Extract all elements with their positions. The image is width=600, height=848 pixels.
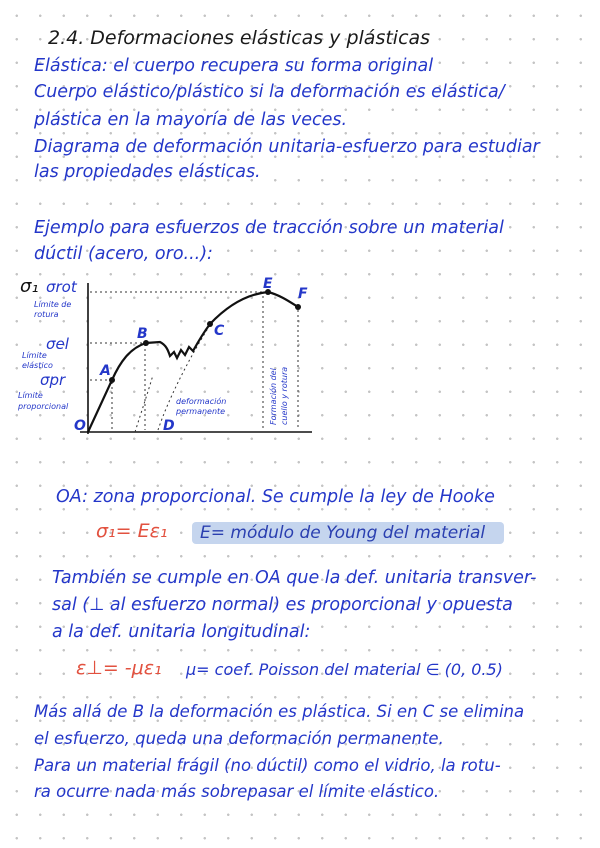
sigma-rot-label: σrot [46,278,77,296]
stress-strain-diagram [0,268,600,448]
formacion-cuello-1: Formación del [269,368,278,425]
point-b-label: B [137,326,148,342]
conclusion-line-4: ra ocurre nada más sobrepasar el límite elástico. [34,782,440,801]
limite-rotura-2: rotura [34,310,59,319]
formacion-cuello-2: cuello y rotura [280,366,289,425]
sigma-axis-label: σ₁ [20,276,39,297]
intro-line-5: las propiedades elásticas. [34,162,261,182]
tambien-line-2: sal (⊥ al esfuerzo normal) es proporcional y opuesta [52,595,513,615]
intro-line-2: Cuerpo elástico/plástico si la deformación es elástica/ [34,82,505,102]
limite-elastico-1: Límite [22,351,47,360]
tambien-line-3: a la def. unitaria longitudinal: [52,622,311,642]
point-f-label: F [298,286,308,302]
oa-line: OA: zona proporcional. Se cumple la ley de Hooke [56,487,495,507]
limite-rotura-1: Límite de [34,300,72,309]
point-d-label: D [163,418,175,434]
origin-label: O [74,418,86,434]
young-note: E= módulo de Young del material [200,523,486,543]
limite-proporcional-1: Límite [18,391,43,400]
conclusion-line-1: Más allá de B la deformación es plástica. Si en C se elimina [34,702,525,721]
limite-elastico-2: elástico [22,361,53,370]
limite-proporcional-2: proporcional [18,402,69,411]
poisson-note: μ= coef. Poisson del material ∈ (0, 0.5) [186,660,503,679]
sigma-pr-label: σpr [40,371,66,389]
conclusion-line-3: Para un material frágil (no dúctil) como el vidrio, la rotu- [34,756,501,775]
point-a-label: A [100,363,111,379]
deformacion-permanente-1: deformación [176,397,227,406]
intro-line-1: Elástica: el cuerpo recupera su forma original [34,56,434,76]
tambien-line-1: También se cumple en OA que la def. unitaria transver- [52,568,537,588]
example-line-2: dúctil (acero, oro...): [34,244,213,264]
point-e-label: E [263,276,273,292]
intro-line-4: Diagrama de deformación unitaria-esfuerzo para estudiar [34,137,540,157]
example-line-1: Ejemplo para esfuerzos de tracción sobre un material [34,218,504,238]
point-c-dot [207,321,213,327]
point-f-dot [295,304,301,310]
poisson-formula: ε⊥= -με₁ [76,657,162,679]
hooke-formula: σ₁= Eε₁ [96,520,168,542]
deformacion-permanente-2: permanente [176,407,226,416]
section-title: 2.4. Deformaciones elásticas y plásticas [48,27,431,49]
intro-line-3: plástica en la mayoría de las veces. [34,110,348,130]
conclusion-line-2: el esfuerzo, queda una deformación permanente. [34,729,444,748]
point-c-label: C [214,323,225,339]
sigma-el-label: σel [46,335,69,353]
